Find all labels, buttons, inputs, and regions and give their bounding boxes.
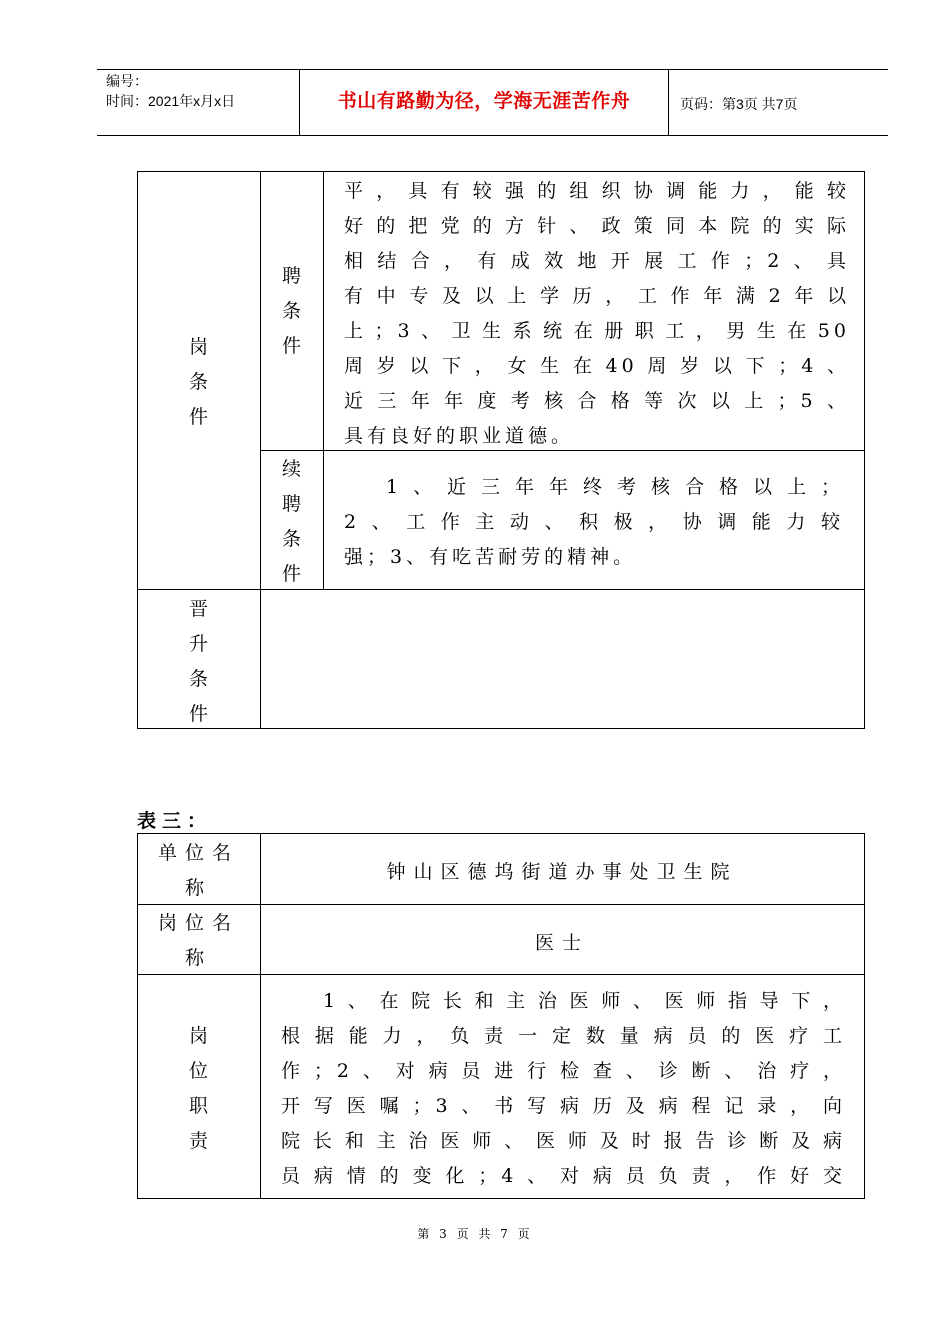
renew-conditions-text: 1、近三年年终考核合格以上； 2、工作主动、积极，协调能力较 强；3、有吃苦耐劳的精神。: [344, 476, 844, 568]
page-footer: 第 3 页 共 7 页: [417, 1227, 533, 1241]
section-label: 岗 条 件: [188, 336, 208, 428]
post-name-value: 医士: [534, 932, 589, 954]
unit-name-value: 钟山区德坞街道办事处卫生院: [386, 861, 738, 883]
serial-label: 编号：: [106, 73, 148, 89]
renew-conditions-label: 续 聘 条 件: [281, 458, 301, 585]
table3-title: 表三：: [137, 810, 213, 832]
duties-label: 岗 位 职 责: [188, 1025, 208, 1152]
duties-text: 1、在院长和主治医师、医师指导下， 根据能力，负责一定数量病员的医疗工 作；2、对病员进行检查、诊断、治疗， 开写医嘱；3、书写病历及病程记录，向 院长和主治医师、医师及时报告诊断及病 员病情的变化；4、对病员负责，作好交: [281, 990, 846, 1187]
time-label: 时间：2021年x月x日: [106, 93, 236, 109]
hire-conditions-text: 平，具有较强的组织协调能力，能较 好的把党的方针、政策同本院的实际 相结合，有成效地开展工作；2、具 有中专及以上学历，工作年满2年以 上；3、卫生系统在册职工，男生在50 周岁以下，女生在40周岁以下；4、 近三年年度考核合格等次以上；5、 具有良好的职业道德。: [344, 180, 850, 447]
page-label: 页码：第3页 共7页: [680, 96, 798, 112]
post-name-label: 岗位名 称: [157, 912, 239, 969]
hire-conditions-label: 聘 条 件: [281, 265, 301, 357]
motto: 书山有路勤为径，学海无涯苦作舟: [337, 90, 631, 112]
unit-name-label: 单位名 称: [157, 842, 239, 899]
promotion-conditions-label: 晋 升 条 件: [188, 598, 208, 725]
